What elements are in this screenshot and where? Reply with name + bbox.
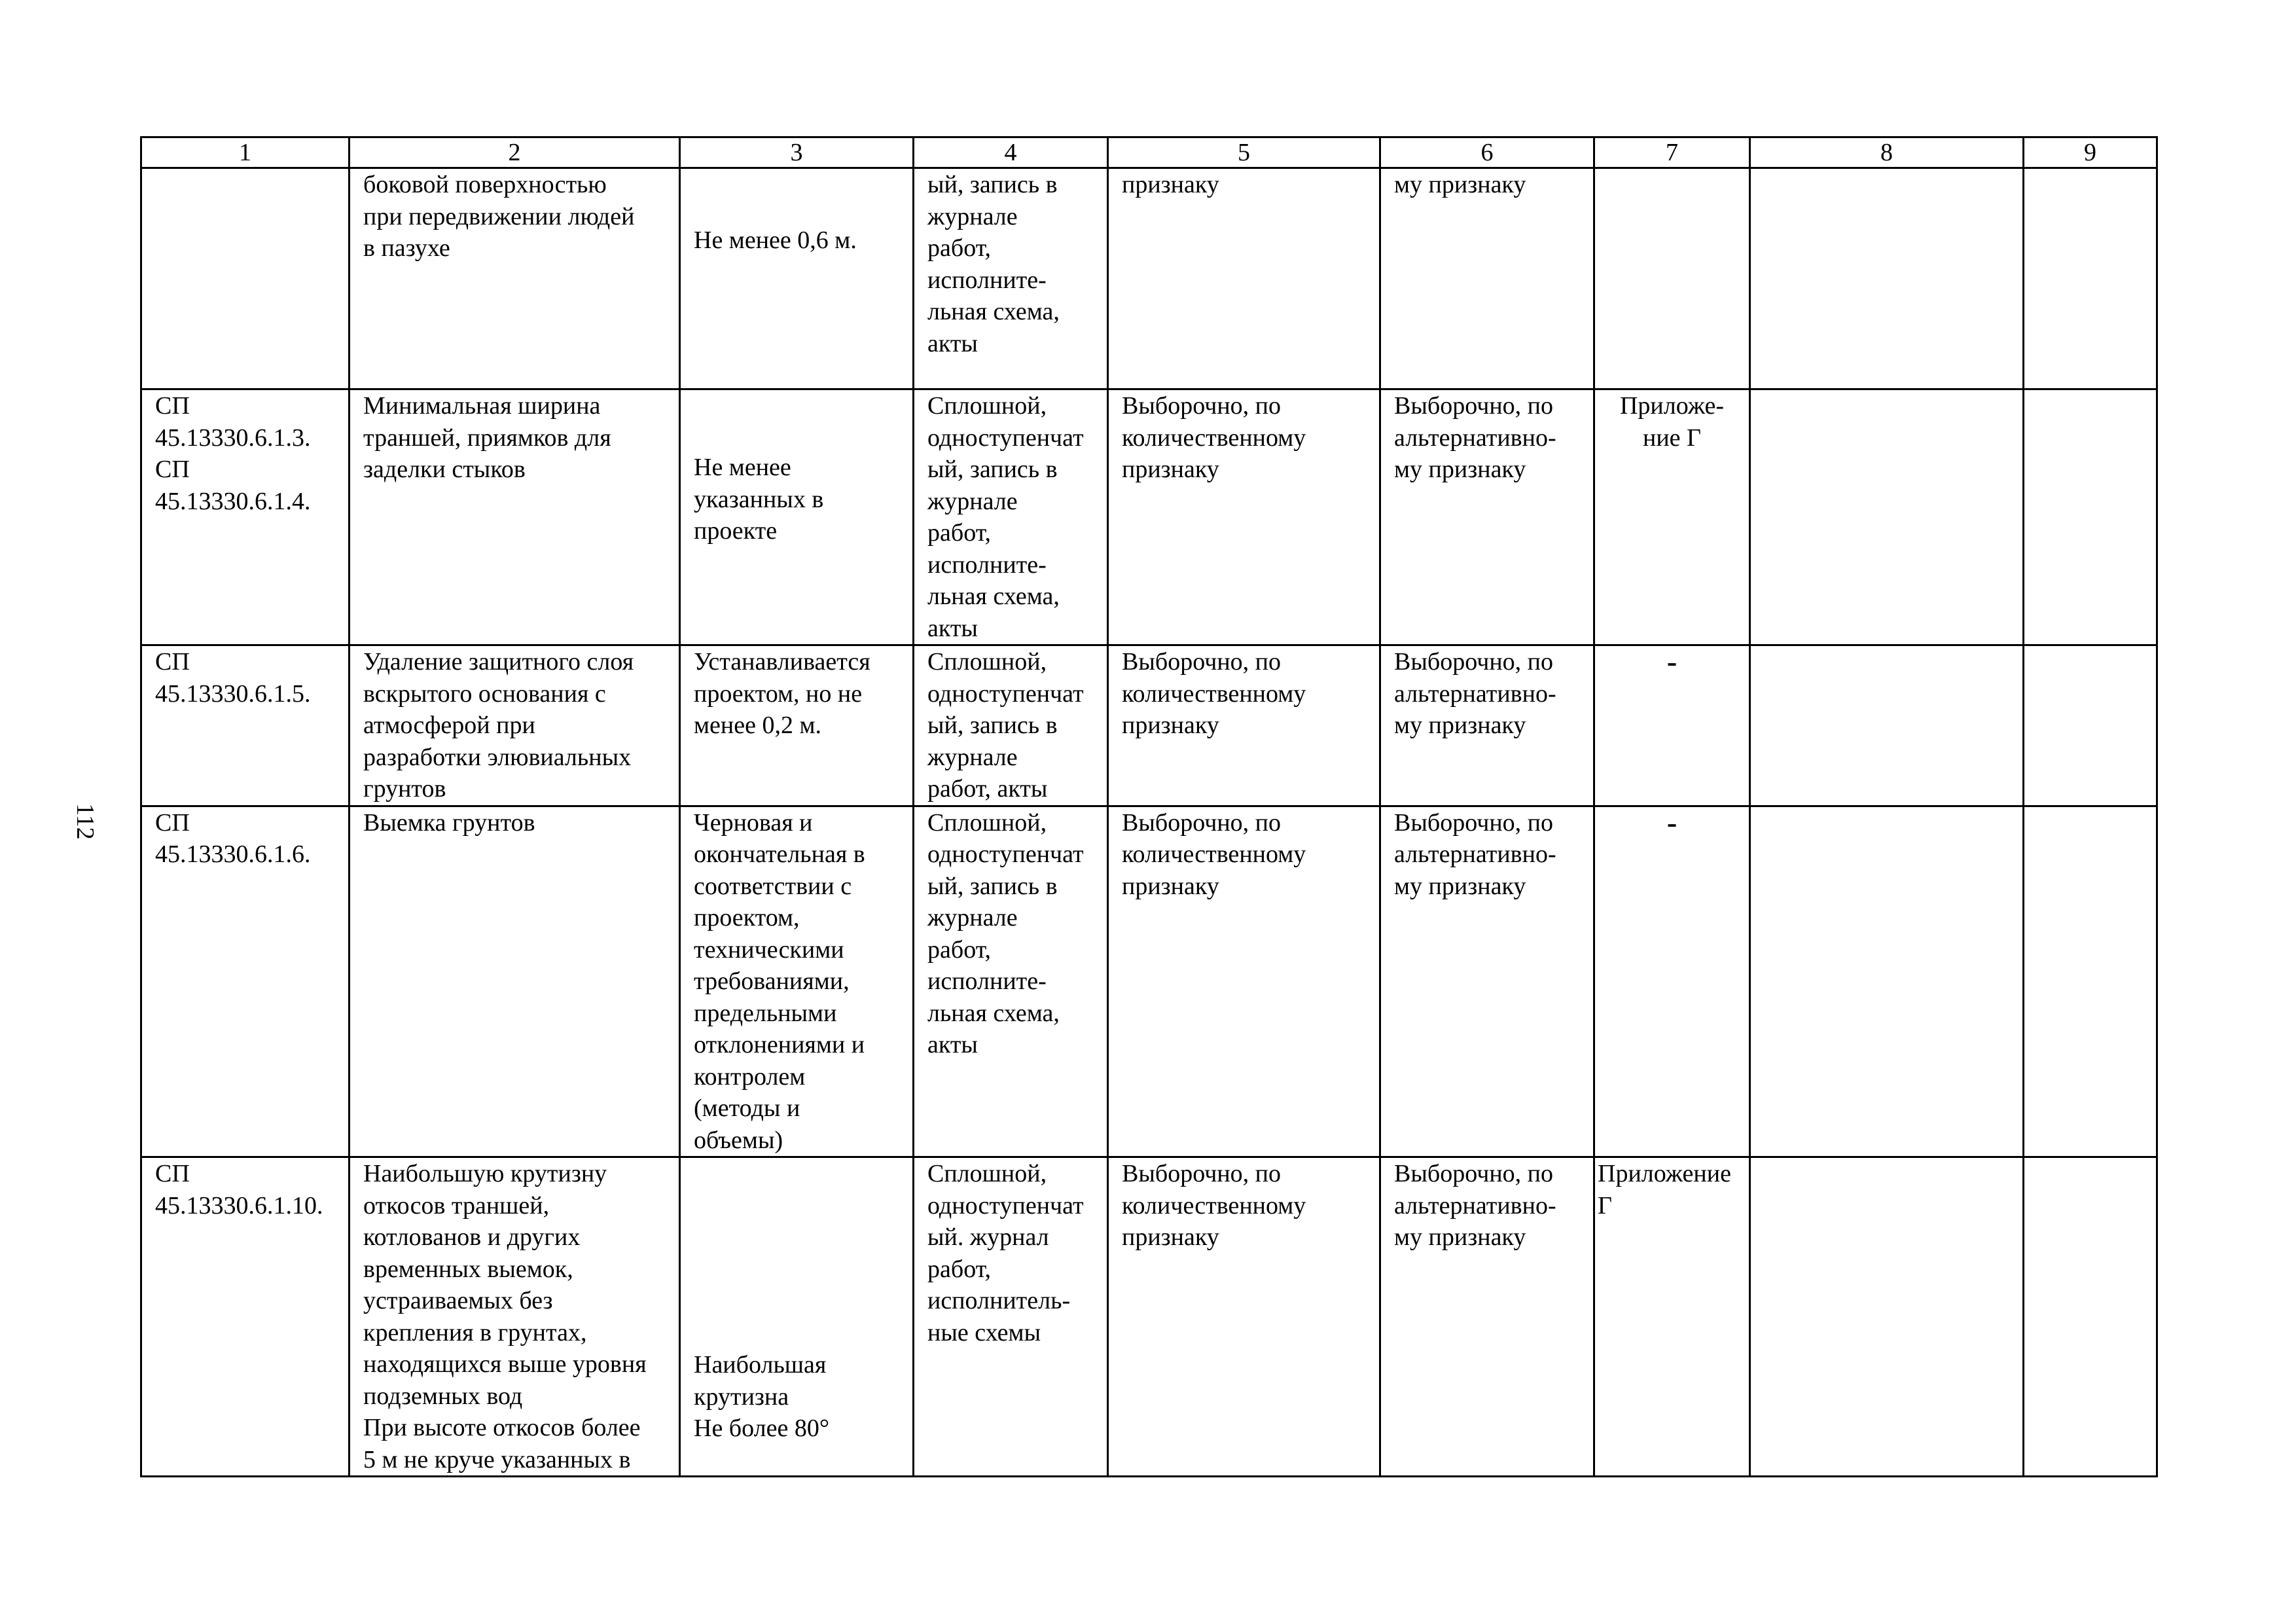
table-row <box>141 389 2157 645</box>
column-header: 9 <box>2024 137 2157 168</box>
table-cell <box>2024 806 2157 1157</box>
table-header-row <box>141 137 2157 168</box>
table-row <box>141 168 2157 389</box>
control-type-cell: Сплошной, одноступенчат ый. журнал работ, исполнитель- ные схемы <box>914 1157 1108 1477</box>
parameter-cell: боковой поверхностью при передвижении людей в пазухе <box>350 168 680 389</box>
requirement-value-cell: Устанавливается проектом, но не менее 0,2 м. <box>680 645 914 806</box>
acceptance-method-cell: Выборочно, по альтернативно- му признаку <box>1380 645 1594 806</box>
column-header: 7 <box>1594 137 1750 168</box>
acceptance-method-cell: Выборочно, по альтернативно- му признаку <box>1380 1157 1594 1477</box>
sampling-method-cell: Выборочно, по количественному признаку <box>1108 389 1380 645</box>
control-type-cell: Сплошной, одноступенчат ый, запись в журнале работ, акты <box>914 645 1108 806</box>
control-type-cell: ый, запись в журнале работ, исполните- льная схема, акты <box>914 168 1108 389</box>
table-cell <box>1750 168 2024 389</box>
control-type-cell: Сплошной, одноступенчат ый, запись в журнале работ, исполните- льная схема, акты <box>914 806 1108 1157</box>
column-header: 6 <box>1380 137 1594 168</box>
column-header: 1 <box>141 137 350 168</box>
requirement-value-cell: Не менее указанных в проекте <box>680 389 914 645</box>
parameter-cell: Выемка грунтов <box>350 806 680 1157</box>
table-row <box>141 645 2157 806</box>
appendix-cell: Приложе- ние Г <box>1594 389 1750 645</box>
normative-reference-cell: СП 45.13330.6.1.5. <box>141 645 350 806</box>
table-cell <box>1750 645 2024 806</box>
column-header: 8 <box>1750 137 2024 168</box>
table-row <box>141 1157 2157 1477</box>
sampling-method-cell: Выборочно, по количественному признаку <box>1108 645 1380 806</box>
appendix-cell <box>1594 168 1750 389</box>
sampling-method-cell: Выборочно, по количественному признаку <box>1108 806 1380 1157</box>
acceptance-method-cell: Выборочно, по альтернативно- му признаку <box>1380 806 1594 1157</box>
sampling-method-cell: Выборочно, по количественному признаку <box>1108 1157 1380 1477</box>
parameter-cell: Удаление защитного слоя вскрытого основания с атмосферой при разработки элювиальных грунтов <box>350 645 680 806</box>
page-number: 112 <box>71 803 99 840</box>
requirements-table <box>140 136 2158 1477</box>
normative-reference-cell <box>141 168 350 389</box>
requirement-value-cell: Черновая и окончательная в соответствии с проектом, техническими требованиями, предельными отклонениями и контролем (методы и объемы) <box>680 806 914 1157</box>
table-cell <box>2024 389 2157 645</box>
requirement-value-cell: Наибольшая крутизна Не более 80° <box>680 1157 914 1477</box>
normative-reference-cell: СП 45.13330.6.1.10. <box>141 1157 350 1477</box>
acceptance-method-cell: му признаку <box>1380 168 1594 389</box>
requirement-value-cell: Не менее 0,6 м. <box>680 168 914 389</box>
table-cell <box>1750 389 2024 645</box>
appendix-cell: - <box>1594 645 1750 806</box>
column-header: 4 <box>914 137 1108 168</box>
column-header: 3 <box>680 137 914 168</box>
appendix-cell: Приложение Г <box>1594 1157 1750 1477</box>
parameter-cell: Наибольшую крутизну откосов траншей, котлованов и других временных выемок, устраиваемых без крепления в грунтах, находящихся выше уровня подземных вод При высоте откосов более 5 м не круче указанных в <box>350 1157 680 1477</box>
appendix-cell: - <box>1594 806 1750 1157</box>
sampling-method-cell: признаку <box>1108 168 1380 389</box>
acceptance-method-cell: Выборочно, по альтернативно- му признаку <box>1380 389 1594 645</box>
control-type-cell: Сплошной, одноступенчат ый, запись в журнале работ, исполните- льная схема, акты <box>914 389 1108 645</box>
column-header: 5 <box>1108 137 1380 168</box>
table-cell <box>2024 1157 2157 1477</box>
table-row <box>141 806 2157 1157</box>
table-cell <box>2024 645 2157 806</box>
column-header: 2 <box>350 137 680 168</box>
normative-reference-cell: СП 45.13330.6.1.6. <box>141 806 350 1157</box>
table-cell <box>1750 806 2024 1157</box>
normative-reference-cell: СП 45.13330.6.1.3. СП 45.13330.6.1.4. <box>141 389 350 645</box>
table-cell <box>1750 1157 2024 1477</box>
parameter-cell: Минимальная ширина траншей, приямков для заделки стыков <box>350 389 680 645</box>
table-cell <box>2024 168 2157 389</box>
